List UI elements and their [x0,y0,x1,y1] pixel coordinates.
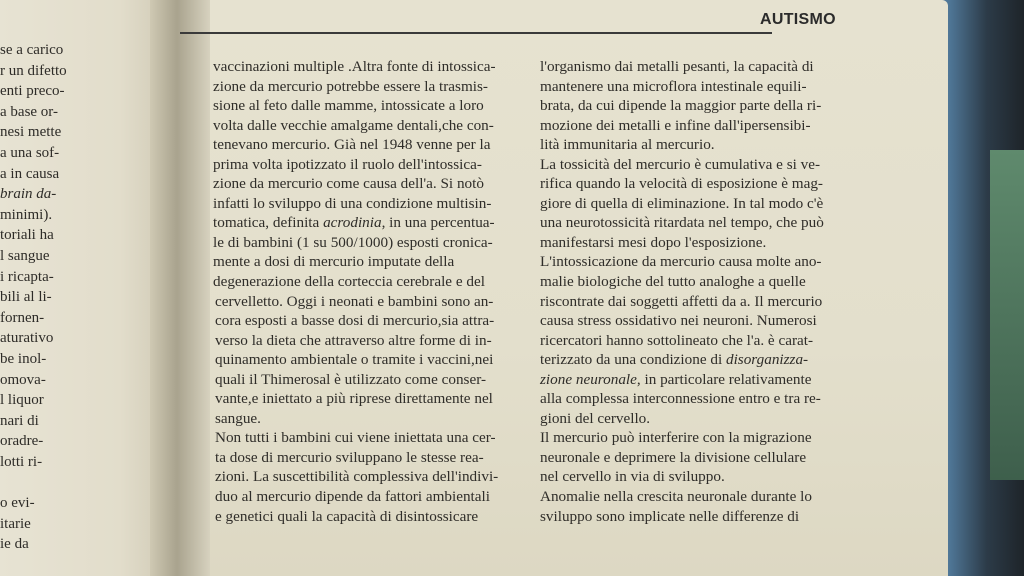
column-2-line: malie biologiche del tutto analoghe a quelle [540,273,806,291]
column-2-line: gioni del cervello. [540,409,651,427]
column-1-line: e genetici quali la capacità di disintossicare [215,507,479,525]
column-2-line: neuronale e deprimere la divisione cellulare [540,448,807,466]
column-1-line: sione al feto dalle mamme, intossicate a loro [213,97,484,115]
text-column-2 [540,57,855,526]
column-1-line: mente a dosi di mercurio imputate della [213,253,455,271]
left-page-line: toriali ha [0,227,54,244]
left-page-line: ie da [0,536,29,553]
column-1-line: degenerazione della corteccia cerebrale e del [213,273,485,291]
column-2-line: La tossicità del mercurio è cumulativa e si ve- [540,155,821,173]
column-2-line: mozione dei metalli e infine dall'ipersensibi- [540,116,811,134]
column-2-line: mantenere una microflora intestinale equili- [540,77,807,95]
left-page-line: r un difetto [0,62,67,79]
left-page-line: lotti ri- [0,453,43,470]
column-2-line: brata, da cui dipende la maggior parte della ri- [540,97,822,115]
header-rule [180,32,772,34]
left-page-line: l sangue [0,247,50,264]
column-1-line: duo al mercurio dipende da fattori ambientali [215,488,490,506]
column-1-line: verso la dieta che attraverso altre forme di in- [215,331,492,349]
left-page-line: be inol- [0,350,47,367]
column-1-line: zione da mercurio potrebbe essere la trasmis- [213,77,488,95]
column-1-line: quali il Thimerosal è utilizzato come conser- [215,370,487,388]
column-2-line: Anomalie nella crescita neuronale durante lo [540,488,812,506]
column-2-line: Il mercurio può interferire con la migrazione [540,429,812,447]
column-1-line: volta dalle vecchie amalgame dentali,che con- [213,116,494,134]
column-1-line: le di bambini (1 su 500/1000) esposti cronica- [213,233,493,251]
left-page-line: fornen- [0,309,45,326]
left-page-line: omova- [0,371,46,388]
column-2-line: alla complessa interconnessione entro e tra re- [540,390,821,408]
column-1-line: ta dose di mercurio sviluppano le stesse rea- [215,448,484,466]
column-2-line: lità immunitaria al mercurio. [540,136,715,154]
column-1-line: quinamento ambientale o tramite i vaccini,nei [215,351,494,369]
column-2-line: sviluppo sono implicate nelle differenze di [540,507,800,525]
column-1-line: zione da mercurio come causa dell'a. Si notò [213,175,484,193]
book-gutter [150,0,210,576]
left-page-line: se a carico [0,42,64,58]
column-1-line: sangue. [215,409,261,427]
left-page-line: a una sof- [0,144,60,161]
left-page-line: bili al li- [0,289,52,306]
column-2-line: giore di quella di eliminazione. In tal modo c'è [540,194,824,212]
left-page-line: enti preco- [0,83,65,100]
left-page [0,0,172,576]
column-2-line: manifestarsi mesi dopo l'esposizione. [540,233,767,251]
left-page-line: o evi- [0,495,35,512]
column-2-line: ricercatori hanno sottolineato che l'a. è carat- [540,331,814,349]
left-page-line: itarie [0,515,31,532]
left-page-line: l liquor [0,392,44,409]
left-page-line: a in causa [0,165,60,182]
column-1-line: infatti lo sviluppo di una condizione multisin- [213,194,492,212]
text-column-1 [213,57,518,526]
column-1-line: Non tutti i bambini cui viene iniettata una cer- [215,429,496,447]
left-page-line: a base or- [0,103,59,120]
column-2-line: nel cervello in via di sviluppo. [540,468,725,486]
column-1-line: cora esposti a basse dosi di mercurio,sia attra- [215,312,495,330]
column-2-line: terizzato da una condizione di disorganizza- [540,351,809,369]
column-1-line: cervelletto. Oggi i neonati e bambini sono an- [215,292,494,310]
column-2-line: zione neuronale, in particolare relativamente [540,370,812,388]
left-page-line: minimi). [0,206,53,223]
left-page-line: nesi mette [0,124,62,141]
column-1-line: zioni. La suscettibilità complessiva dell'indivi- [215,468,499,486]
column-1-line: tomatica, definita acrodinia, in una percentua- [213,214,495,232]
left-page-text [0,40,170,555]
left-page-line: oradre- [0,433,44,450]
left-page-line: aturativo [0,330,54,347]
left-page-line [0,472,170,493]
left-page-line: i ricapta- [0,268,54,285]
column-1-line: tenevano mercurio. Già nel 1948 venne per la [213,136,491,154]
column-2-line: l'organismo dai metalli pesanti, la capacità di [540,58,814,75]
column-2-line: L'intossicazione da mercurio causa molte ano- [540,253,822,271]
column-2-line: riscontrate dai soggetti affetti da a. Il mercurio [540,292,823,310]
section-header [738,8,838,34]
left-page-line: nari di [0,412,39,429]
column-1-line: vante,e iniettato a più riprese direttamente nel [215,390,493,408]
background-object [990,150,1024,480]
section-title: AUTISMO [760,11,836,28]
column-2-line: una neurotossicità ritardata nel tempo, che può [540,214,824,232]
column-2-line: causa stress ossidativo nei neuroni. Numerosi [540,312,817,330]
column-1-line: vaccinazioni multiple .Altra fonte di intossica- [213,58,496,75]
column-2-line: rifica quando la velocità di esposizione è mag- [540,175,823,193]
column-1-line: prima volta ipotizzato il ruolo dell'intossica- [213,155,482,173]
left-page-line: brain da- [0,186,57,203]
